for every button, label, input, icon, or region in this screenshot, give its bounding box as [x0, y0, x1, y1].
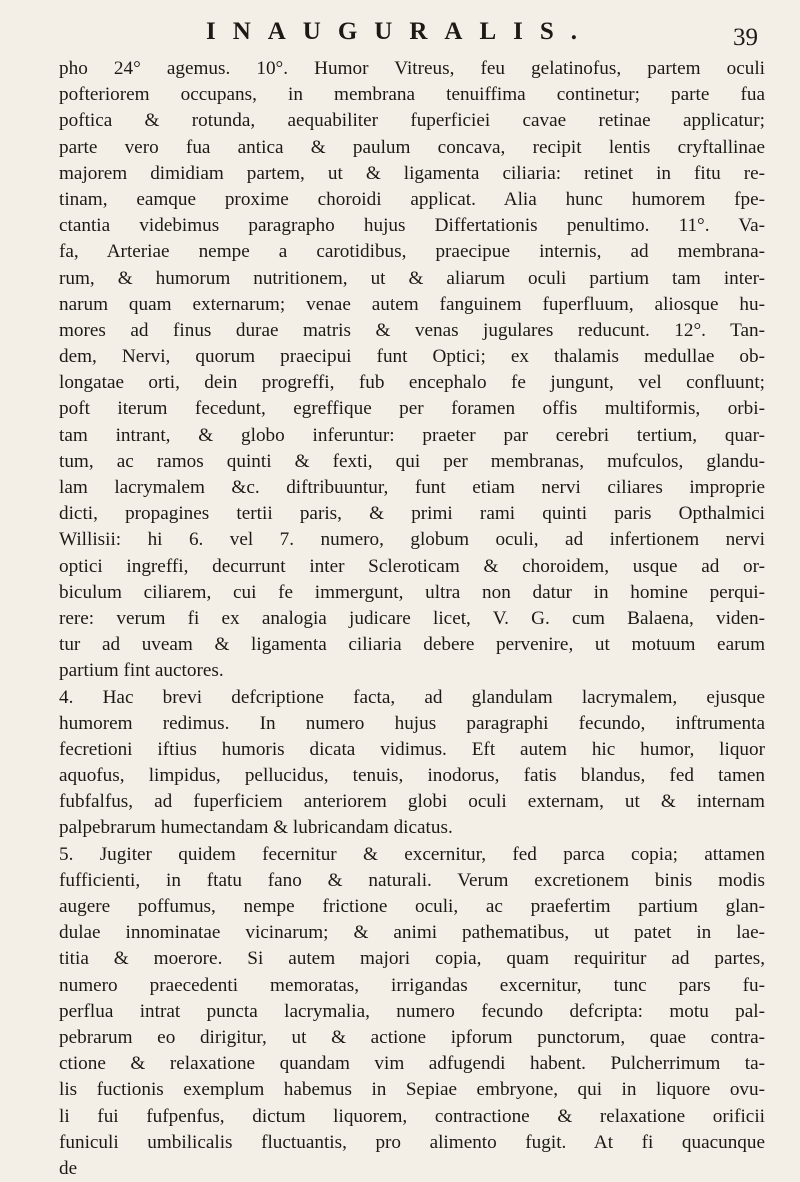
text-line: poftica & rotunda, aequabiliter fuperficiei cavae retinae applicatur;	[59, 110, 765, 132]
text-line: augere poffumus, nempe frictione oculi, ac praefertim partium glan-	[59, 896, 765, 917]
text-line: rere: verum fi ex analogia judicare licet, V. G. cum Balaena, viden-	[59, 607, 765, 629]
text-line: 4. Hac brevi defcriptione facta, ad glandulam lacrymalem, ejusque	[59, 686, 765, 708]
text-line: optici ingreffi, decurrunt inter Scleroticam & choroidem, usque ad or-	[59, 555, 765, 577]
text-line: narum quam externarum; venae autem fanguinem fuperfluum, aliosque hu-	[59, 293, 765, 315]
text-line: aquofus, limpidus, pellucidus, tenuis, inodorus, fatis blandus, fed tamen	[59, 765, 765, 787]
text-line: fubfalfus, ad fuperficiem anteriorem globi oculi externam, ut & internam	[59, 791, 765, 813]
text-line: titia & moerore. Si autem majori copia, quam requiritur ad partes,	[59, 948, 765, 970]
text-line: majorem dimidiam partem, ut & ligamenta ciliaria: retinet in fitu re-	[59, 162, 765, 184]
text-line: partium fint auctores.	[59, 660, 224, 682]
text-line: dicti, propagines tertii paris, & primi rami quinti paris Opthalmici	[59, 503, 765, 525]
text-line: li fui fufpenfus, dictum liquorem, contractione & relaxatione orificii	[59, 1105, 765, 1127]
running-head: INAUGURALIS.	[205, 18, 595, 45]
text-line: Willisii: hi 6. vel 7. numero, globum oculi, ad infertionem nervi	[59, 529, 765, 551]
body-text	[59, 56, 765, 1182]
text-line: fecretioni iftius humoris dicata vidimus. Eft autem hic humor, liquor	[59, 738, 765, 760]
text-line: pebrarum eo dirigitur, ut & actione ipforum punctorum, quae contra-	[59, 1026, 765, 1048]
text-line: tinam, eamque proxime choroidi applicat. Alia hunc humorem fpe-	[59, 188, 765, 210]
page-header	[0, 10, 800, 58]
text-line: numero praecedenti memoratas, irrigandas excernitur, tunc pars fu-	[59, 974, 765, 996]
text-line: dem, Nervi, quorum praecipui funt Optici; ex thalamis medullae ob-	[59, 346, 765, 368]
text-line: funiculi umbilicalis fluctuantis, pro alimento fugit. At fi quacunque	[59, 1131, 765, 1153]
text-line: ctantia videbimus paragrapho hujus Differtationis penultimo. 11°. Va-	[59, 215, 765, 237]
text-line: biculum ciliarem, cui fe immergunt, ultra non datur in homine perqui-	[59, 581, 765, 603]
text-line: dulae innominatae vicinarum; & animi pathematibus, ut patet in lae-	[59, 922, 765, 944]
text-line: de	[59, 1157, 78, 1179]
text-line: tur ad uveam & ligamenta ciliaria debere pervenire, ut motuum earum	[59, 634, 765, 656]
text-line: tum, ac ramos quinti & fexti, qui per membranas, mufculos, glandu-	[59, 450, 765, 472]
text-line: perflua intrat puncta lacrymalia, numero fecundo defcripta: motu pal-	[59, 1000, 765, 1022]
text-line: 5. Jugiter quidem fecernitur & excernitur, fed parca copia; attamen	[59, 843, 765, 865]
text-line: parte vero fua antica & paulum concava, recipit lentis cryftallinae	[59, 136, 765, 158]
text-line: humorem redimus. In numero hujus paragraphi fecundo, inftrumenta	[59, 712, 765, 734]
text-line: mores ad finus durae matris & venas jugulares reducunt. 12°. Tan-	[59, 319, 765, 341]
text-line: fa, Arteriae nempe a carotidibus, praecipue internis, ad membrana-	[59, 241, 765, 263]
text-line: tam intrant, & globo inferuntur: praeter par cerebri tertium, quar-	[59, 424, 765, 446]
text-line: lam lacrymalem &c. diftribuuntur, funt etiam nervi ciliares improprie	[59, 477, 765, 498]
text-line: longatae orti, dein progreffi, fub encephalo fe jungunt, vel confluunt;	[59, 372, 765, 394]
text-line: poft iterum fecedunt, egreffique per foramen offis multiformis, orbi-	[59, 398, 765, 420]
text-line: lis fuctionis exemplum habemus in Sepiae embryone, qui in liquore ovu-	[59, 1079, 765, 1101]
page-number: 39	[733, 24, 758, 51]
text-line: palpebrarum humectandam & lubricandam dicatus.	[59, 817, 453, 839]
text-line: ctione & relaxatione quandam vim adfugendi habent. Pulcherrimum ta-	[59, 1053, 765, 1075]
text-line: pofteriorem occupans, in membrana tenuiffima continetur; parte fua	[59, 84, 765, 106]
text-line: pho 24° agemus. 10°. Humor Vitreus, feu gelatinofus, partem oculi	[59, 58, 765, 79]
text-line: fufficienti, in ftatu fano & naturali. Verum excretionem binis modis	[59, 869, 765, 891]
text-line: rum, & humorum nutritionem, ut & aliarum oculi partium tam inter-	[59, 267, 765, 289]
